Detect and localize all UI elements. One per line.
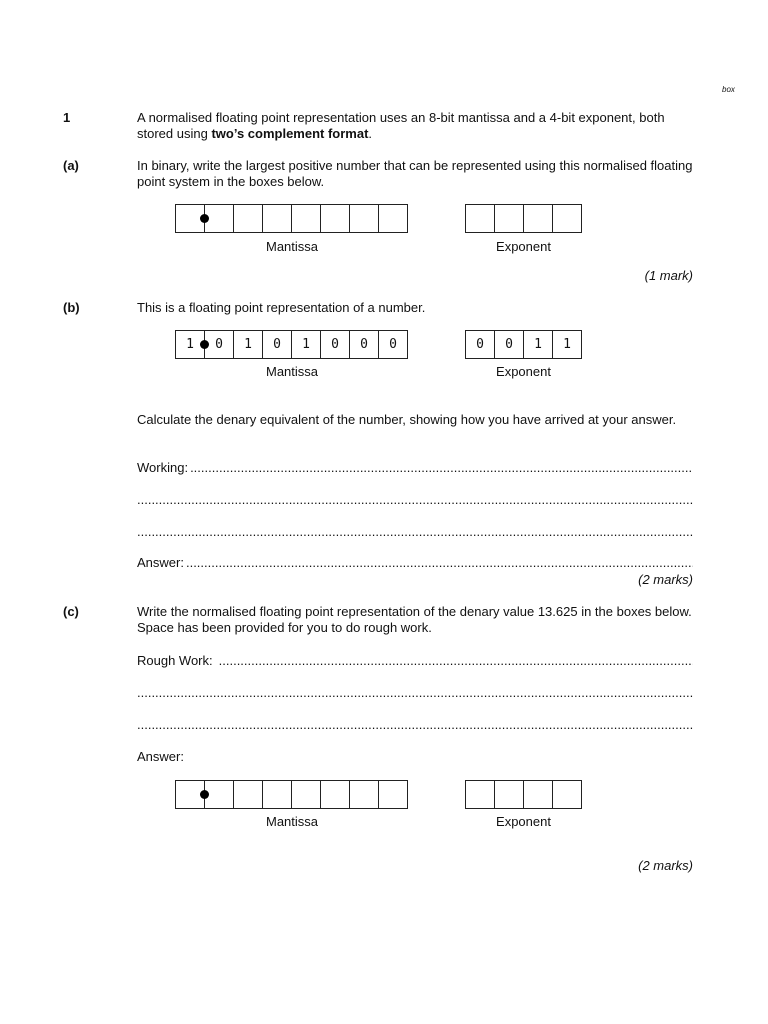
part-b-mantissa-caption: Mantissa bbox=[265, 364, 319, 379]
bit-box[interactable] bbox=[262, 780, 292, 809]
part-a-text: In binary, write the largest positive number that can be represented using this normalised floating point system in the boxes below. bbox=[137, 158, 693, 189]
binary-point-dot bbox=[200, 790, 209, 799]
answer-line-b[interactable] bbox=[137, 555, 693, 571]
bit-box: 0 bbox=[262, 330, 292, 359]
corner-box-label: box bbox=[722, 85, 735, 94]
binary-point-dot bbox=[200, 340, 209, 349]
bit-box: 0 bbox=[378, 330, 408, 359]
working-label: Working: bbox=[137, 460, 189, 475]
intro-end: . bbox=[368, 126, 373, 141]
bit-box: 0 bbox=[494, 330, 524, 359]
bit-box[interactable] bbox=[291, 780, 321, 809]
part-b-text: This is a floating point representation of a number. bbox=[137, 300, 426, 315]
part-a-mantissa-boxes[interactable] bbox=[175, 204, 408, 233]
part-a-label: (a) bbox=[63, 158, 79, 173]
working-line-1[interactable] bbox=[137, 460, 693, 476]
part-b-mantissa-boxes bbox=[175, 330, 408, 359]
intro-text: A normalised floating point representation uses an 8-bit mantissa and a 4-bit exponent, both stored using bbox=[137, 110, 665, 141]
bit-box[interactable] bbox=[552, 780, 582, 809]
bit-box[interactable] bbox=[320, 780, 350, 809]
bit-box[interactable] bbox=[523, 204, 553, 233]
part-b-exponent-boxes bbox=[465, 330, 582, 359]
bit-box: 1 bbox=[233, 330, 263, 359]
part-c-label: (c) bbox=[63, 604, 79, 619]
answer-label-b: Answer: bbox=[137, 555, 184, 570]
part-c-text: Write the normalised floating point representation of the denary value 13.625 in the boxes below. Space has been provided for you to do rough work. bbox=[137, 604, 692, 635]
question-intro bbox=[137, 110, 697, 142]
rough-work-line-1[interactable] bbox=[137, 653, 693, 669]
part-c-marks: (2 marks) bbox=[638, 858, 693, 873]
part-c-mantissa-boxes[interactable] bbox=[175, 780, 408, 809]
binary-point-dot bbox=[200, 214, 209, 223]
bit-box[interactable] bbox=[378, 780, 408, 809]
bit-box[interactable] bbox=[552, 204, 582, 233]
dotted-line bbox=[186, 555, 693, 571]
rough-work-label: Rough Work: bbox=[137, 653, 213, 668]
bit-box: 0 bbox=[320, 330, 350, 359]
dotted-line bbox=[137, 524, 693, 540]
part-a-mantissa-caption: Mantissa bbox=[265, 239, 319, 254]
bit-box[interactable] bbox=[262, 204, 292, 233]
dotted-line bbox=[137, 717, 693, 733]
bit-box[interactable] bbox=[465, 204, 495, 233]
part-a-exponent-boxes[interactable] bbox=[465, 204, 582, 233]
part-b-marks: (2 marks) bbox=[638, 572, 693, 587]
bit-box[interactable] bbox=[465, 780, 495, 809]
bit-box[interactable] bbox=[233, 204, 263, 233]
bit-box: 1 bbox=[175, 330, 205, 359]
intro-bold-text: two’s complement format bbox=[211, 126, 369, 141]
bit-box[interactable] bbox=[523, 780, 553, 809]
bit-box[interactable] bbox=[494, 780, 524, 809]
dotted-line bbox=[219, 653, 693, 669]
bit-box: 1 bbox=[523, 330, 553, 359]
bit-box[interactable] bbox=[378, 204, 408, 233]
part-c-mantissa-caption: Mantissa bbox=[265, 814, 319, 829]
rough-work-line-3[interactable] bbox=[137, 717, 693, 733]
answer-label-c: Answer: bbox=[137, 749, 184, 764]
part-b-exponent-caption: Exponent bbox=[496, 364, 551, 379]
part-b-question: Calculate the denary equivalent of the number, showing how you have arrived at your answer. bbox=[137, 412, 677, 427]
part-c-exponent-caption: Exponent bbox=[496, 814, 551, 829]
bit-box[interactable] bbox=[320, 204, 350, 233]
bit-box: 0 bbox=[204, 330, 234, 359]
part-a-marks: (1 mark) bbox=[644, 268, 693, 283]
dotted-line bbox=[137, 685, 693, 701]
dotted-line bbox=[190, 460, 693, 476]
question-number: 1 bbox=[63, 110, 71, 125]
part-b-label: (b) bbox=[63, 300, 80, 315]
working-line-2[interactable] bbox=[137, 492, 693, 508]
bit-box[interactable] bbox=[494, 204, 524, 233]
bit-box: 1 bbox=[291, 330, 321, 359]
dotted-line bbox=[137, 492, 693, 508]
bit-box[interactable] bbox=[291, 204, 321, 233]
rough-work-line-2[interactable] bbox=[137, 685, 693, 701]
part-c-exponent-boxes[interactable] bbox=[465, 780, 582, 809]
bit-box[interactable] bbox=[349, 204, 379, 233]
part-a-exponent-caption: Exponent bbox=[496, 239, 551, 254]
working-line-3[interactable] bbox=[137, 524, 693, 540]
bit-box: 1 bbox=[552, 330, 582, 359]
bit-box: 0 bbox=[465, 330, 495, 359]
bit-box: 0 bbox=[349, 330, 379, 359]
bit-box[interactable] bbox=[233, 780, 263, 809]
bit-box[interactable] bbox=[349, 780, 379, 809]
